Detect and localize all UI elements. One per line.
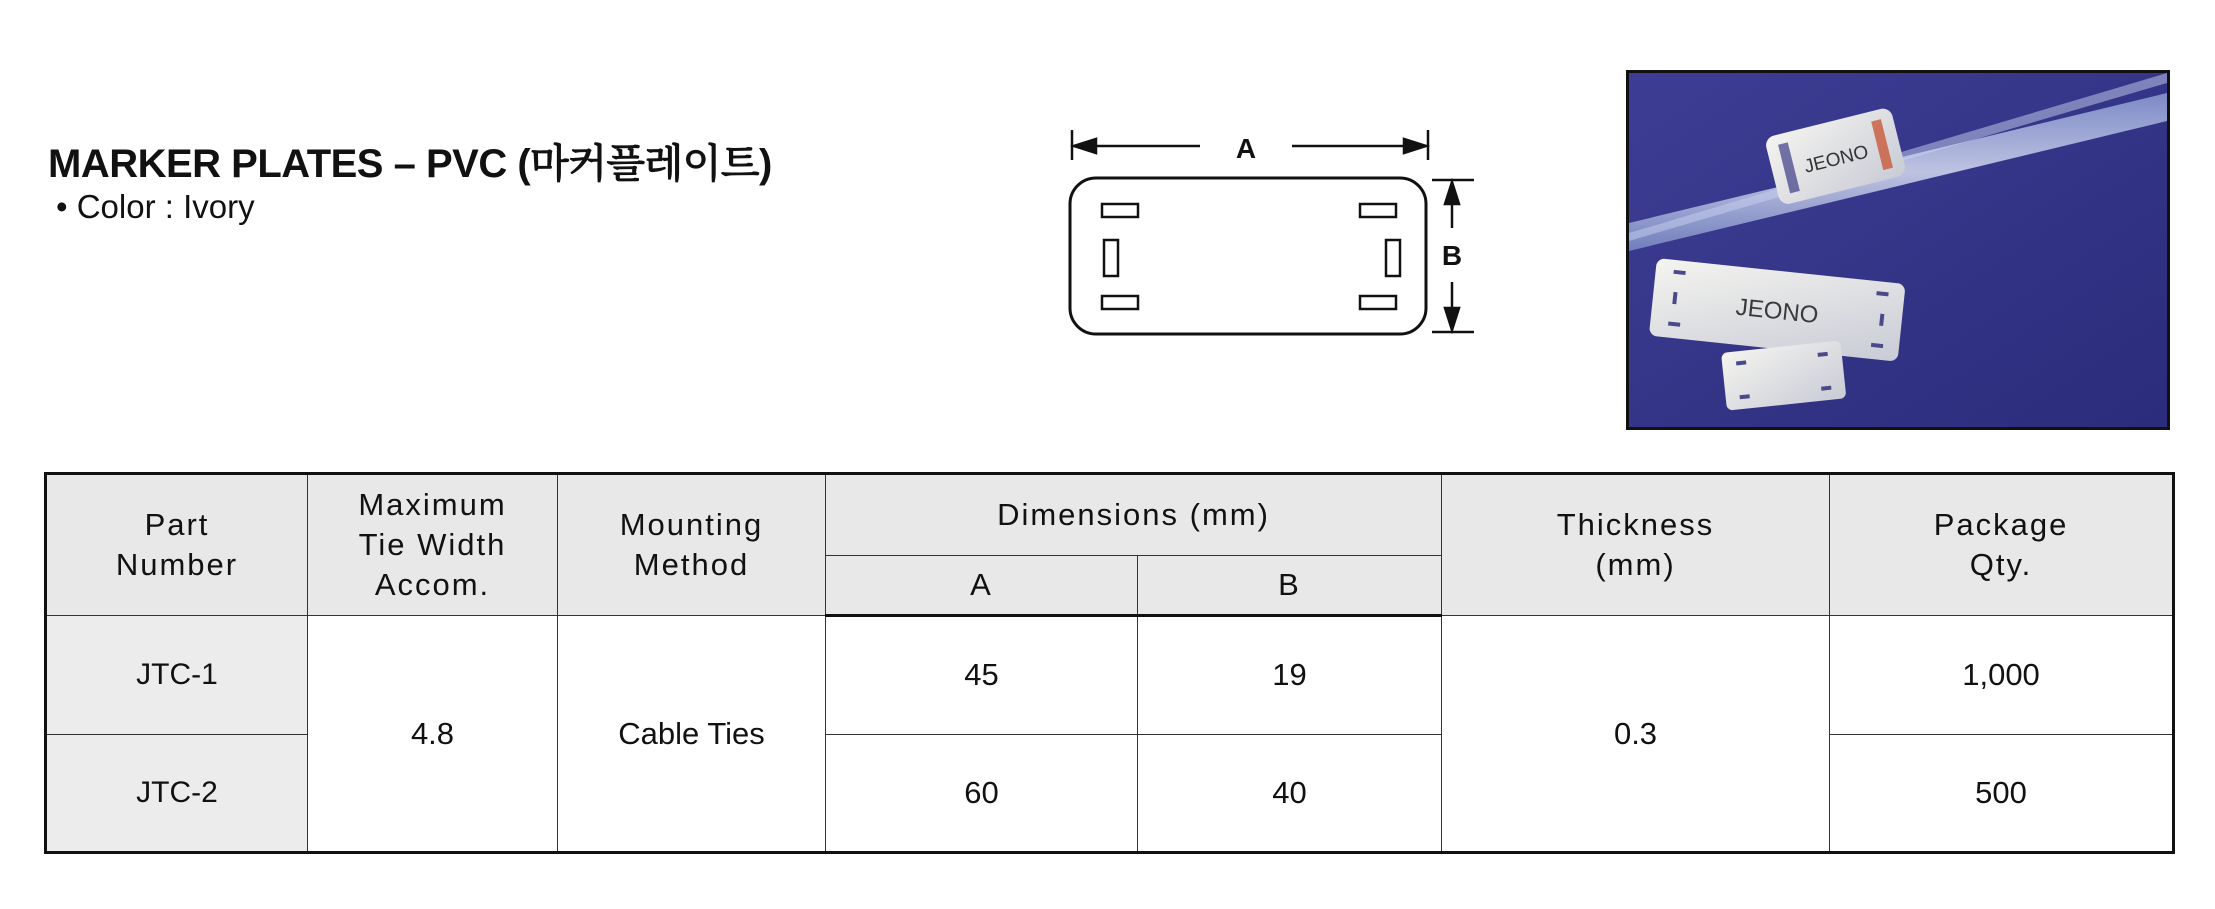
max-tie-width-cell: 4.8	[308, 616, 558, 853]
slot-bottom-left	[1102, 296, 1138, 309]
dim-a-cell: 45	[826, 616, 1138, 735]
slot-top-right	[1360, 204, 1396, 217]
package-qty-cell: 500	[1830, 734, 2174, 853]
dim-b-label: B	[1441, 240, 1463, 271]
dim-b-arrow-top	[1445, 182, 1459, 204]
color-note: • Color : Ivory	[56, 188, 255, 225]
plate-outline	[1070, 178, 1426, 334]
product-photo	[1626, 70, 2170, 430]
dim-a-arrow-right	[1404, 139, 1426, 153]
header-part-number: Part Number	[46, 474, 308, 616]
part-number-cell: JTC-2	[46, 734, 308, 853]
header-dim-b: B	[1138, 556, 1442, 616]
slot-bottom-right	[1360, 296, 1396, 309]
dim-a-arrow-left	[1074, 139, 1096, 153]
header-mounting-method: Mounting Method	[558, 474, 826, 616]
mounting-method-cell: Cable Ties	[558, 616, 826, 853]
package-qty-cell: 1,000	[1830, 616, 2174, 735]
dim-b-cell: 19	[1138, 616, 1442, 735]
dim-a-label: A	[1235, 133, 1257, 164]
dim-b-cell: 40	[1138, 734, 1442, 853]
slot-top-left	[1102, 204, 1138, 217]
part-number-cell: JTC-1	[46, 616, 308, 735]
header-package-qty: Package Qty.	[1830, 474, 2174, 616]
plate-label-2: JEONO	[1734, 293, 1820, 330]
dimension-diagram	[1060, 120, 1480, 350]
page-title: MARKER PLATES – PVC (마커플레이트)	[48, 142, 772, 186]
dim-a-cell: 60	[826, 734, 1138, 853]
header-dimensions: Dimensions (mm)	[826, 474, 1442, 556]
plate-label-1: JEONO	[1802, 141, 1871, 178]
header-max-tie-width: Maximum Tie Width Accom.	[308, 474, 558, 616]
thickness-cell: 0.3	[1442, 616, 1830, 853]
slot-mid-left	[1104, 240, 1118, 276]
header-thickness: Thickness (mm)	[1442, 474, 1830, 616]
slot-mid-right	[1386, 240, 1400, 276]
header-dim-a: A	[826, 556, 1138, 616]
spec-table	[44, 472, 2175, 854]
dim-b-arrow-bottom	[1445, 308, 1459, 330]
table-row	[46, 616, 2174, 735]
